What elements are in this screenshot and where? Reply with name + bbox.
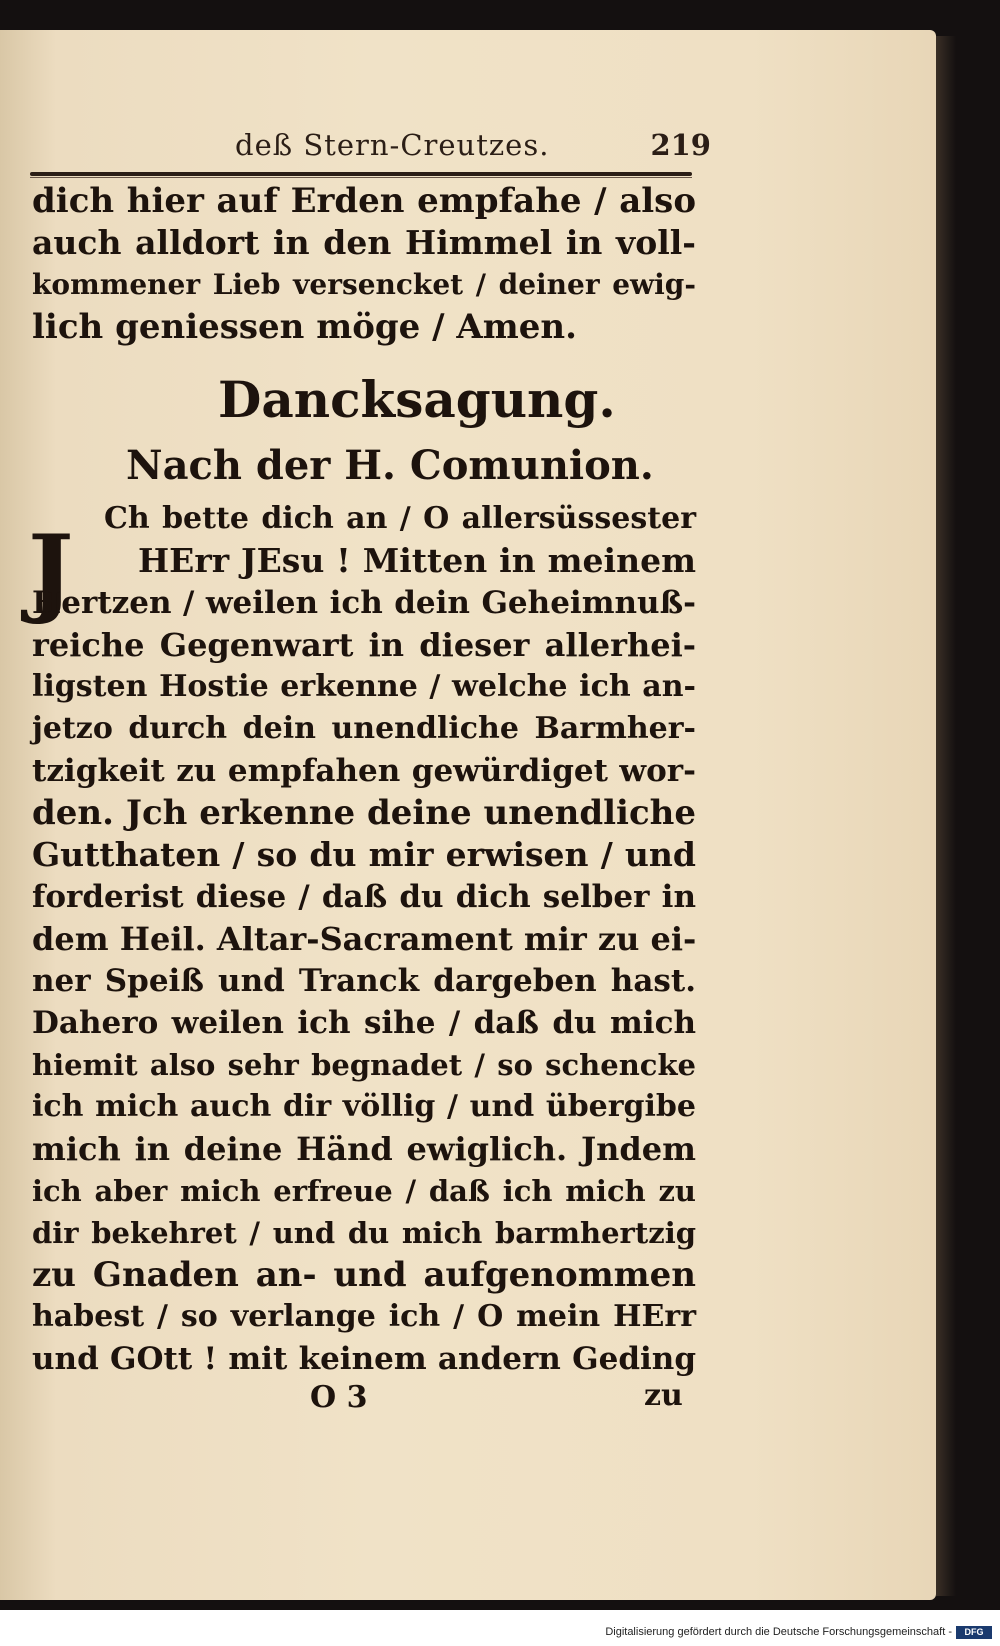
text-line: Dahero weilen ich sihe / daß du mich	[32, 1005, 696, 1041]
text-line: den. Jch erkenne deine unendliche	[32, 793, 696, 833]
text-line: Hertzen / weilen ich dein Geheimnuß-	[32, 585, 696, 621]
text-line: Ch bette dich an / O allersüssester	[104, 501, 696, 536]
dfg-logo-icon: DFG	[956, 1626, 992, 1639]
text-line: ich aber mich erfreue / daß ich mich zu	[32, 1174, 696, 1208]
catchword: zu	[644, 1378, 683, 1413]
text-line: und GOtt ! mit keinem andern Geding	[32, 1341, 696, 1377]
page-header	[195, 128, 715, 174]
text-line: auch alldort in den Himmel in voll-	[32, 223, 696, 262]
text-line: jetzo durch dein unendliche Barmher-	[32, 711, 696, 746]
text-line: dich hier auf Erden empfahe / also	[32, 181, 696, 221]
page-number: 219	[650, 128, 711, 162]
text-line: dem Heil. Altar-Sacrament mir zu ei-	[32, 920, 697, 958]
text-line: kommener Lieb versencket / deiner ewig-	[32, 268, 696, 301]
section-title: Dancksagung.	[218, 370, 616, 429]
header-rule	[30, 172, 692, 176]
section-subtitle: Nach der H. Comunion.	[126, 442, 654, 489]
text-line: reiche Gegenwart in dieser allerhei-	[32, 626, 696, 664]
text-line: Gutthaten / so du mir erwisen / und	[32, 835, 696, 874]
text-line: hiemit also sehr begnadet / so schencke	[32, 1048, 696, 1082]
footer-credit: Digitalisierung gefördert durch die Deutsche Forschungsgemeinschaft -	[605, 1626, 952, 1638]
header-rule-thin	[30, 177, 692, 178]
text-line: zu Gnaden an- und aufgenommen	[32, 1255, 696, 1295]
text-line: tzigkeit zu empfahen gewürdiget wor-	[32, 753, 696, 789]
text-line: ich mich auch dir völlig / und übergibe	[32, 1089, 696, 1124]
text-line: dir bekehret / und du mich barmhertzig	[32, 1216, 696, 1250]
page-edge-shadow	[936, 36, 956, 1596]
text-line: lich geniessen möge / Amen.	[32, 307, 577, 347]
text-line: ner Speiß und Tranck dargeben hast.	[32, 963, 696, 999]
text-line: forderist diese / daß du dich selber in	[32, 879, 696, 915]
text-line: mich in deine Händ ewiglich. Jndem	[32, 1130, 696, 1168]
text-line: HErr JEsu ! Mitten in meinem	[138, 541, 696, 580]
drop-cap: J	[28, 514, 74, 627]
signature-mark: O 3	[310, 1380, 368, 1415]
text-line: ligsten Hostie erkenne / welche ich an-	[32, 669, 696, 704]
running-head: deß Stern-Creutzes.	[235, 128, 550, 162]
text-line: habest / so verlange ich / O mein HErr	[32, 1299, 696, 1334]
